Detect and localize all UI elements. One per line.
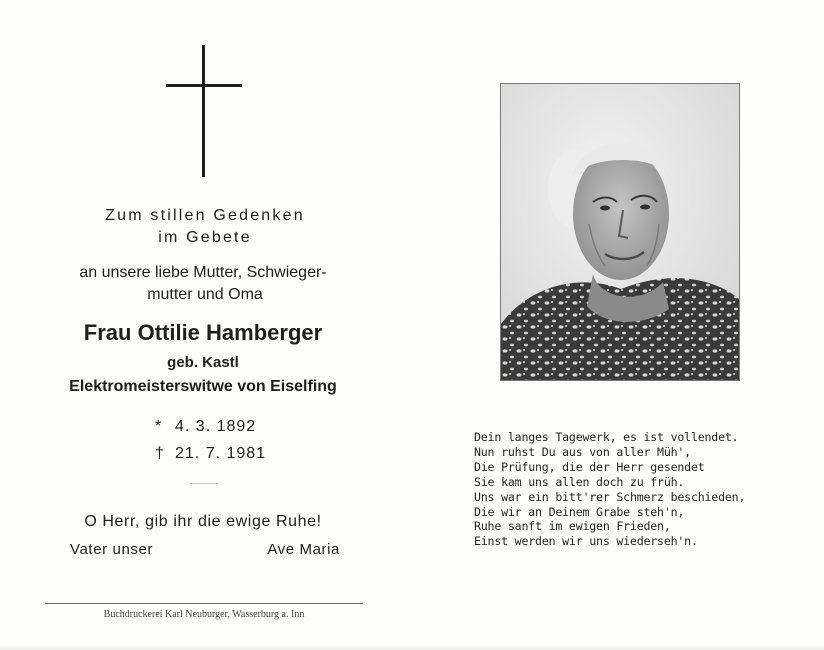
- death-line: [155, 445, 266, 463]
- poem: [474, 430, 814, 549]
- prayer-line: O Herr, gib ihr die ewige Ruhe!: [84, 513, 322, 530]
- dedication-line-1: an unsere liebe Mutter, Schwieger-: [79, 264, 327, 281]
- card-edge: [0, 644, 824, 650]
- birth-date: 4. 3. 1892: [175, 418, 257, 435]
- poem-line: Die wir an Deinem Grabe steh'n,: [474, 504, 685, 519]
- printer-credit: Buchdruckerei Karl Neuburger, Wasserburg a. Inn: [103, 609, 305, 620]
- poem-line: Einst werden wir uns wiederseh'n.: [474, 534, 698, 549]
- poem-line: Dein langes Tagewerk, es ist vollendet.: [474, 430, 739, 444]
- divider: [190, 483, 218, 484]
- birth-line: [155, 418, 256, 436]
- poem-line: Uns war ein bitt'rer Schmerz beschieden,: [474, 489, 746, 504]
- birth-star-icon: *: [155, 418, 163, 435]
- deceased-name: Frau Ottilie Hamberger: [83, 320, 323, 345]
- heading-line-2: im Gebete: [158, 229, 252, 246]
- poem-line: Die Prüfung, die der Herr gesendet: [474, 459, 705, 474]
- maiden-name: geb. Kastl: [167, 354, 239, 371]
- poem-line: Sie kam uns allen doch zu früh.: [474, 474, 685, 489]
- poem-line: Ruhe sanft im ewigen Frieden,: [474, 519, 671, 534]
- dedication-line-2: mutter und Oma: [147, 286, 263, 303]
- death-date: 21. 7. 1981: [175, 445, 267, 462]
- printer-divider: [45, 603, 363, 604]
- portrait-photo: [500, 83, 740, 381]
- death-cross-icon: †: [155, 445, 165, 462]
- prayer-ave-maria: Ave Maria: [267, 541, 340, 558]
- poem-line: Nun ruhst Du aus von aller Müh',: [474, 444, 691, 459]
- prayer-vater-unser: Vater unser: [70, 541, 154, 558]
- occupation: Elektromeisterswitwe von Eiselfing: [69, 378, 337, 395]
- cross-icon: [166, 45, 242, 177]
- heading-line-1: Zum stillen Gedenken: [105, 207, 305, 224]
